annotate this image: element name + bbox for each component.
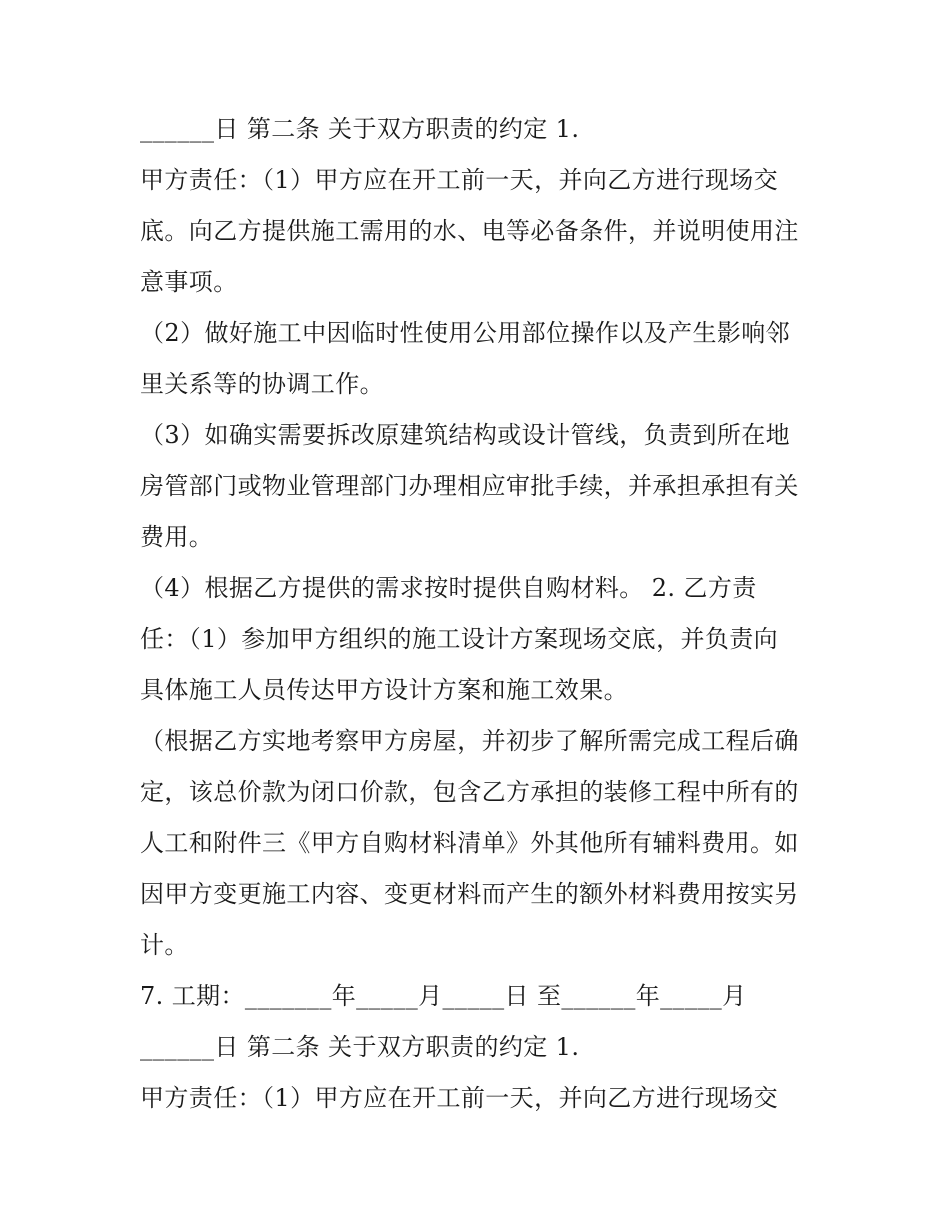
text-line: 费用。 [140,523,214,551]
text-line: （2）做好施工中因临时性使用公用部位操作以及产生影响邻 [140,319,791,347]
text-line: （3）如确实需要拆改原建筑结构或设计管线，负责到所在地 [140,421,791,449]
text-line: （4）根据乙方提供的需求按时提供自购材料。 2. 乙方责 [140,574,757,602]
contract-text-body [140,104,830,1124]
text-line: 定，该总价款为闭口价款，包含乙方承担的装修工程中所有的 [140,778,799,806]
text-line: 具体施工人员传达甲方设计方案和施工效果。 [140,676,628,704]
text-line: 甲方责任：（1）甲方应在开工前一天，并向乙方进行现场交 [140,166,779,194]
text-line: 7. 工期：_______年_____月_____日 至______年_____月 [140,982,747,1010]
text-line: 里关系等的协调工作。 [140,370,384,398]
text-line: ______日 第二条 关于双方职责的约定 1. [140,1033,580,1061]
text-line: 房管部门或物业管理部门办理相应审批手续，并承担承担有关 [140,472,799,500]
text-line: 意事项。 [140,268,238,296]
text-line: ______日 第二条 关于双方职责的约定 1. [140,115,580,143]
text-line: 底。向乙方提供施工需用的水、电等必备条件，并说明使用注 [140,217,799,245]
text-line: 人工和附件三《甲方自购材料清单》外其他所有辅料费用。如 [140,829,799,857]
text-line: （根据乙方实地考察甲方房屋，并初步了解所需完成工程后确 [140,727,799,755]
text-line: 甲方责任：（1）甲方应在开工前一天，并向乙方进行现场交 [140,1084,779,1112]
text-line: 计。 [140,931,189,959]
text-line: 因甲方变更施工内容、变更材料而产生的额外材料费用按实另 [140,880,799,908]
text-line: 任：（1）参加甲方组织的施工设计方案现场交底，并负责向 [140,625,779,653]
